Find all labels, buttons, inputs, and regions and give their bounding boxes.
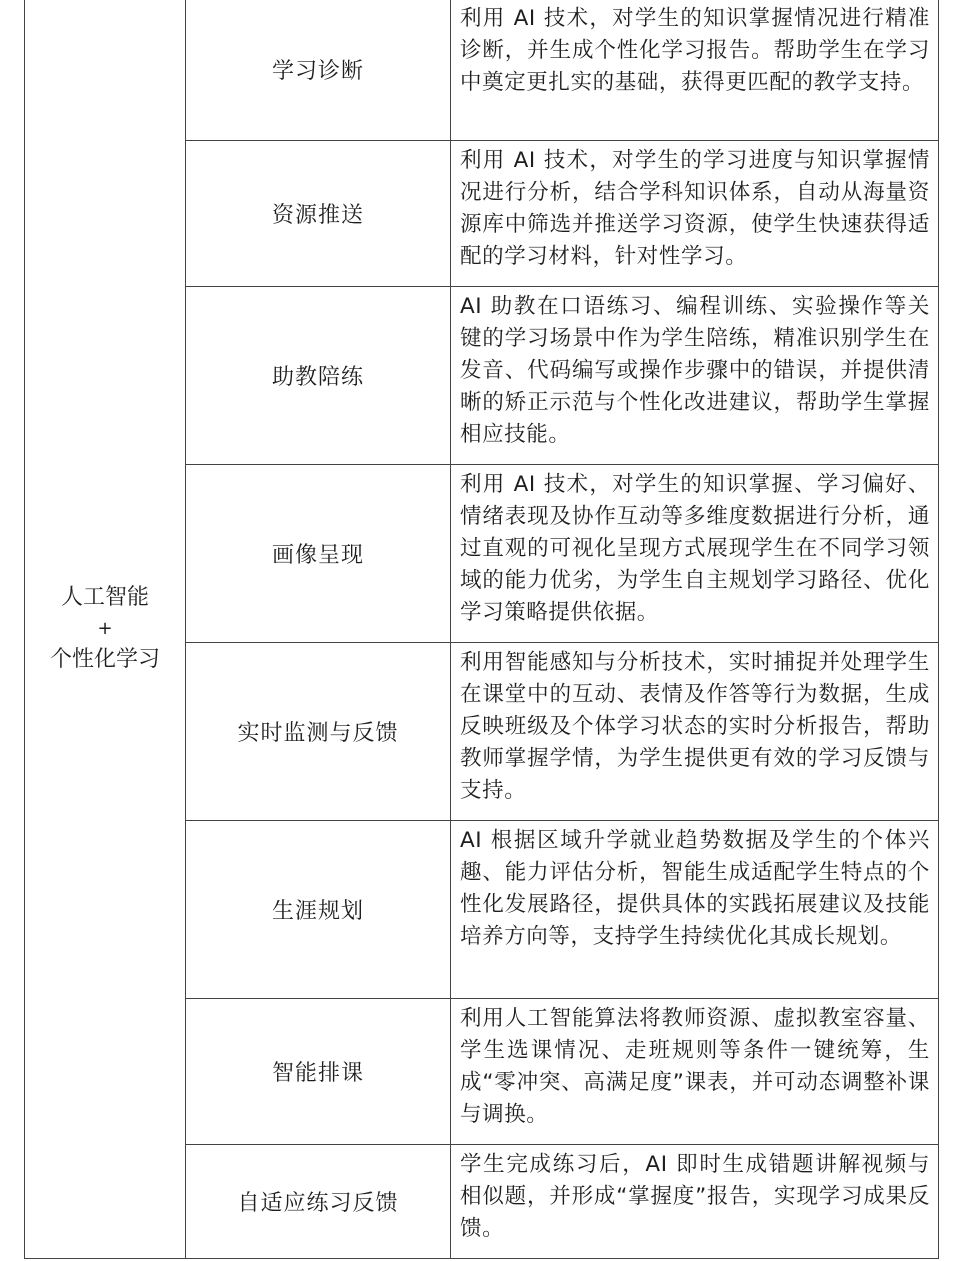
item-description: AI 助教在口语练习、编程训练、实验操作等关键的学习场景中作为学生陪练，精准识别学生在发音、代码编写或操作步骤中的错误，并提供清晰的矫正示范与个性化改进建议，帮助学生掌握相应技能。 bbox=[451, 287, 939, 465]
item-name: 画像呈现 bbox=[186, 465, 451, 643]
category-line2: 个性化学习 bbox=[49, 646, 160, 672]
category-plus: + bbox=[97, 617, 113, 639]
item-name: 智能排课 bbox=[186, 999, 451, 1145]
item-description: 学生完成练习后，AI 即时生成错题讲解视频与相似题，并形成“掌握度”报告，实现学习成果反馈。 bbox=[451, 1145, 939, 1259]
item-name: 助教陪练 bbox=[186, 287, 451, 465]
item-name: 学习诊断 bbox=[186, 0, 451, 141]
item-description: 利用智能感知与分析技术，实时捕捉并处理学生在课堂中的互动、表情及作答等行为数据，生成反映班级及个体学习状态的实时分析报告，帮助教师掌握学情，为学生提供更有效的学习反馈与支持。 bbox=[451, 643, 939, 821]
item-description: 利用 AI 技术，对学生的学习进度与知识掌握情况进行分析，结合学科知识体系，自动从海量资源库中筛选并推送学习资源，使学生快速获得适配的学习材料，针对性学习。 bbox=[451, 141, 939, 287]
table-row bbox=[25, 0, 939, 141]
item-description: 利用 AI 技术，对学生的知识掌握情况进行精准诊断，并生成个性化学习报告。帮助学生在学习中奠定更扎实的基础，获得更匹配的教学支持。 bbox=[451, 0, 939, 141]
item-name: 生涯规划 bbox=[186, 821, 451, 999]
item-name: 资源推送 bbox=[186, 141, 451, 287]
category-cell bbox=[25, 0, 186, 1259]
ai-personalized-learning-table bbox=[24, 0, 939, 1259]
item-description: 利用 AI 技术，对学生的知识掌握、学习偏好、情绪表现及协作互动等多维度数据进行分析，通过直观的可视化呈现方式展现学生在不同学习领域的能力优劣，为学生自主规划学习路径、优化学习策略提供依据。 bbox=[451, 465, 939, 643]
category-line1: 人工智能 bbox=[60, 584, 149, 610]
item-name: 自适应练习反馈 bbox=[186, 1145, 451, 1259]
item-name: 实时监测与反馈 bbox=[186, 643, 451, 821]
item-description: AI 根据区域升学就业趋势数据及学生的个体兴趣、能力评估分析，智能生成适配学生特点的个性化发展路径，提供具体的实践拓展建议及技能培养方向等，支持学生持续优化其成长规划。 bbox=[451, 821, 939, 999]
item-description: 利用人工智能算法将教师资源、虚拟教室容量、学生选课情况、走班规则等条件一键统筹，生成“零冲突、高满足度”课表，并可动态调整补课与调换。 bbox=[451, 999, 939, 1145]
